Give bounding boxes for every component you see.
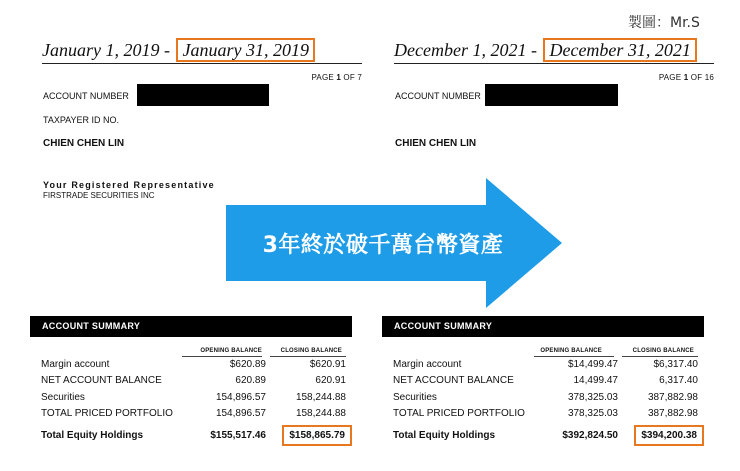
closing-total-highlighted: $394,200.38	[634, 425, 704, 446]
closing-total-highlighted: $158,865.79	[282, 425, 352, 446]
chart-credit: 製圖：Mr.S	[628, 15, 700, 31]
period-separator: -	[159, 40, 175, 60]
table-row: Margin account $620.89 $620.91	[41, 359, 346, 370]
closing-header-rule	[622, 356, 698, 357]
total-row: Total Equity Holdings $392,824.50 $394,200.38	[393, 430, 704, 446]
opening-balance-header: OPENING BALANCE	[540, 348, 602, 354]
rep-firm: FIRSTRADE SECURITIES INC	[43, 191, 155, 200]
closing-header-rule	[270, 356, 346, 357]
total-row: Total Equity Holdings $155,517.46 $158,865.79	[41, 430, 352, 446]
table-row: NET ACCOUNT BALANCE 14,499.47 6,317.40	[393, 375, 698, 386]
table-row: Securities 154,896.57 158,244.88	[41, 392, 346, 403]
account-number-label: ACCOUNT NUMBER	[395, 91, 481, 101]
arrow-caption: 3年終於破千萬台幣資產	[262, 233, 504, 258]
opening-header-rule	[182, 356, 262, 357]
page-number: PAGE 1 OF 16	[658, 73, 714, 82]
opening-balance-header: OPENING BALANCE	[200, 348, 262, 354]
account-number-redaction	[485, 84, 618, 106]
table-row: Margin account $14,499.47 $6,317.40	[393, 359, 698, 370]
table-row: NET ACCOUNT BALANCE 620.89 620.91	[41, 375, 346, 386]
rep-title: Your Registered Representative	[43, 180, 215, 190]
table-row: TOTAL PRICED PORTFOLIO 154,896.57 158,244.88	[41, 408, 346, 419]
period-end-highlighted: December 31, 2021	[543, 38, 696, 62]
statement-period	[42, 40, 315, 61]
header-rule	[42, 63, 362, 64]
closing-balance-header: CLOSING BALANCE	[280, 348, 342, 354]
period-start: December 1, 2021	[394, 40, 527, 60]
account-holder-name: CHIEN CHEN LIN	[395, 138, 477, 149]
period-separator: -	[526, 40, 542, 60]
account-summary-header: ACCOUNT SUMMARY	[30, 316, 352, 337]
page-number: PAGE 1 OF 7	[311, 73, 362, 82]
header-rule	[394, 63, 714, 64]
account-number-redaction	[137, 84, 269, 106]
account-summary-header: ACCOUNT SUMMARY	[382, 316, 704, 337]
period-end-highlighted: January 31, 2019	[176, 38, 314, 62]
opening-header-rule	[534, 356, 614, 357]
table-row: Securities 378,325.03 387,882.98	[393, 392, 698, 403]
closing-balance-header: CLOSING BALANCE	[632, 348, 694, 354]
table-row: TOTAL PRICED PORTFOLIO 378,325.03 387,882.98	[393, 408, 698, 419]
statement-period	[394, 40, 697, 61]
account-holder-name: CHIEN CHEN LIN	[43, 138, 125, 149]
taxpayer-id-label: TAXPAYER ID NO.	[43, 115, 120, 125]
account-number-label: ACCOUNT NUMBER	[43, 91, 129, 101]
period-start: January 1, 2019	[42, 40, 160, 60]
